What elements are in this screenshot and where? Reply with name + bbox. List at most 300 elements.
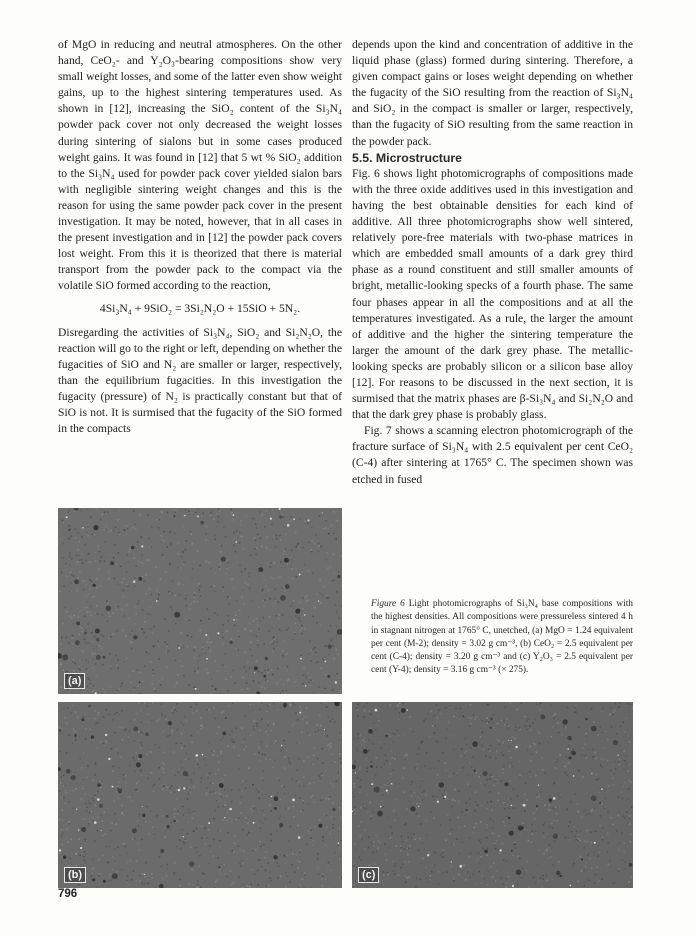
grain-speck [263,844,265,846]
grain-speck [385,843,387,845]
grain-speck [619,745,621,747]
grain-speck [592,757,594,759]
grain-speck [357,760,359,762]
grain-speck [445,770,447,772]
grain-speck [243,548,245,550]
grain-speck [81,527,83,529]
grain-speck [308,570,310,572]
grain-speck [619,702,621,704]
grain-speck [244,739,246,741]
grain-speck [352,761,354,763]
grain-speck [225,536,227,538]
grain-speck [69,556,71,558]
grain-speck [574,836,576,838]
grain-speck [546,880,548,882]
grain-speck [291,516,293,518]
grain-speck [486,884,488,886]
grain-speck [190,779,192,781]
grain-speck [145,636,147,638]
grain-speck [244,652,246,654]
grain-speck [553,718,555,720]
grain-speck [215,773,217,775]
grain-speck [287,563,289,565]
grain-speck [250,884,252,886]
grain-speck [73,790,75,792]
grain-speck [503,821,505,823]
grain-speck [61,572,63,574]
grain-speck [206,539,208,541]
grain-speck [77,532,79,534]
grain-speck [425,794,427,796]
grain-speck [256,725,258,727]
grain-speck [600,765,602,767]
bright-speck [142,806,143,807]
bright-speck [322,512,323,513]
grain-speck [584,885,586,887]
grain-speck [91,533,93,535]
grain-speck [87,877,89,879]
grain-speck [60,664,62,666]
grain-speck [61,857,63,859]
grain-speck [75,788,77,790]
grain-speck [316,593,318,595]
grain-speck [365,808,367,810]
grain-speck [283,526,285,528]
grain-speck [186,619,188,621]
grain-speck [171,785,173,787]
grain-speck [607,851,609,853]
grain-speck [81,767,83,769]
grain-speck [269,872,271,874]
grain-speck [197,550,199,552]
grain-speck [544,772,546,774]
grain-speck [150,628,152,630]
grain-speck [328,583,330,585]
grain-speck [470,786,472,788]
grain-speck [63,708,65,710]
grain-speck [599,788,601,790]
grain-speck [508,876,510,878]
grain-speck [330,870,332,872]
grain-speck [296,679,298,681]
grain-speck [166,789,168,791]
grain-speck [94,841,96,843]
grain-speck [588,749,590,751]
grain-speck [114,732,116,734]
grain-speck [467,784,469,786]
grain-speck [378,840,380,842]
grain-speck [497,782,499,784]
grain-speck [336,612,338,614]
grain-speck [435,740,437,742]
grain-speck [453,878,455,880]
grain-speck [330,743,332,745]
grain-speck [70,839,72,841]
grain-speck [261,866,263,868]
grain-speck [127,584,129,586]
grain-speck [357,716,359,718]
grain-speck [380,747,382,749]
grain-speck [258,671,260,673]
grain-speck [77,577,79,579]
grain-speck [65,790,67,792]
grain-speck [98,545,100,547]
grain-speck [420,823,422,825]
grain-speck [106,709,108,711]
grain-speck [590,842,592,844]
grain-speck [72,635,74,637]
grain-speck [118,786,120,788]
grain-speck [104,541,106,543]
bright-speck [305,685,307,687]
grain-speck [474,810,476,812]
grain-speck [627,885,629,887]
grain-speck [585,755,587,757]
grain-speck [519,774,521,776]
grain-speck [163,764,165,766]
grain-speck [74,528,76,530]
grain-speck [91,632,93,634]
grain-speck [496,751,498,753]
grain-speck [177,729,179,731]
grain-speck [434,725,436,727]
grain-speck [251,600,253,602]
grain-speck [167,787,169,789]
grain-speck [276,535,278,537]
grain-speck [130,682,132,684]
grain-speck [577,804,579,806]
grain-speck [475,823,477,825]
grain-speck [257,639,259,641]
grain-speck [79,758,81,760]
grain-speck [253,806,255,808]
grain-speck [340,762,342,764]
grain-speck [360,807,362,809]
grain-speck [339,847,341,849]
grain-speck [61,637,63,639]
grain-speck [379,842,381,844]
grain-speck [275,546,277,548]
grain-speck [209,819,211,821]
grain-speck [100,519,102,521]
grain-speck [94,653,96,655]
grain-speck [470,877,472,879]
grain-speck [613,711,615,713]
grain-speck [315,662,317,664]
grain-speck [140,771,142,773]
grain-speck [153,829,155,831]
grain-speck [274,598,276,600]
grain-speck [313,755,315,757]
grain-speck [285,872,287,874]
grain-speck [198,825,200,827]
grain-speck [162,789,164,791]
grain-speck [200,717,202,719]
grain-speck [222,780,224,782]
grain-speck [141,839,143,841]
dark-phase-particle [560,875,562,877]
grain-speck [510,798,512,800]
grain-speck [213,519,215,521]
grain-speck [264,670,266,672]
grain-speck [277,830,279,832]
grain-speck [446,793,448,795]
grain-speck [494,844,496,846]
grain-speck [412,731,414,733]
grain-speck [203,650,205,652]
grain-speck [302,802,304,804]
grain-speck [619,759,621,761]
grain-speck [515,726,517,728]
grain-speck [209,772,211,774]
grain-speck [591,708,593,710]
grain-speck [69,616,71,618]
grain-speck [217,879,219,881]
grain-speck [211,586,213,588]
grain-speck [185,509,187,511]
grain-speck [92,820,94,822]
grain-speck [420,803,422,805]
grain-speck [489,750,491,752]
grain-speck [323,518,325,520]
grain-speck [214,591,216,593]
grain-speck [426,820,428,822]
grain-speck [151,546,153,548]
dark-phase-particle [474,770,476,772]
grain-speck [325,520,327,522]
grain-speck [197,886,199,888]
grain-speck [114,544,116,546]
grain-speck [530,776,532,778]
grain-speck [318,686,320,688]
grain-speck [122,812,124,814]
grain-speck [519,729,521,731]
bright-speck [499,849,501,851]
grain-speck [155,665,157,667]
grain-speck [162,762,164,764]
grain-speck [78,668,80,670]
grain-speck [213,750,215,752]
grain-speck [322,774,324,776]
grain-speck [115,823,117,825]
grain-speck [623,722,625,724]
grain-speck [208,742,210,744]
grain-speck [354,867,356,869]
grain-speck [552,807,554,809]
grain-speck [442,752,444,754]
grain-speck [433,715,435,717]
dark-phase-particle [142,814,145,817]
grain-speck [278,779,280,781]
grain-speck [226,631,228,633]
grain-speck [107,603,109,605]
grain-speck [194,761,196,763]
grain-speck [231,578,233,580]
grain-speck [62,670,64,672]
grain-speck [495,848,497,850]
grain-speck [595,874,597,876]
grain-speck [174,685,176,687]
grain-speck [194,594,196,596]
grain-speck [386,760,388,762]
bright-speck [406,709,408,711]
grain-speck [429,875,431,877]
grain-speck [61,829,63,831]
grain-speck [340,758,342,760]
grain-speck [480,805,482,807]
grain-speck [262,590,264,592]
grain-speck [140,710,142,712]
grain-speck [83,589,85,591]
grain-speck [190,531,192,533]
grain-speck [154,838,156,840]
grain-speck [145,862,147,864]
grain-speck [330,639,332,641]
grain-speck [207,609,209,611]
grain-speck [227,820,229,822]
grain-speck [253,620,255,622]
grain-speck [383,871,385,873]
grain-speck [218,508,220,510]
grain-speck [565,837,567,839]
grain-speck [65,862,67,864]
grain-speck [480,856,482,858]
grain-speck [434,865,436,867]
grain-speck [279,629,281,631]
grain-speck [214,810,216,812]
grain-speck [86,601,88,603]
grain-speck [85,738,87,740]
grain-speck [213,839,215,841]
grain-speck [486,855,488,857]
grain-speck [353,809,355,811]
grain-speck [267,724,269,726]
dark-phase-particle [334,702,340,706]
grain-speck [341,801,343,803]
grain-speck [325,879,327,881]
grain-speck [451,806,453,808]
grain-speck [373,845,375,847]
grain-speck [607,812,609,814]
grain-speck [86,532,88,534]
grain-speck [260,831,262,833]
grain-speck [336,610,338,612]
grain-speck [73,728,75,730]
grain-speck [171,593,173,595]
grain-speck [594,852,596,854]
grain-speck [297,867,299,869]
grain-speck [158,659,160,661]
dark-phase-particle [368,729,373,734]
grain-speck [339,732,341,734]
grain-speck [287,875,289,877]
grain-speck [338,618,340,620]
grain-speck [287,680,289,682]
dark-phase-particle [258,567,263,572]
grain-speck [596,757,598,759]
grain-speck [297,713,299,715]
grain-speck [147,721,149,723]
grain-speck [244,715,246,717]
grain-speck [217,670,219,672]
grain-speck [385,754,387,756]
grain-speck [272,651,274,653]
grain-speck [275,600,277,602]
bright-speck [202,754,204,756]
grain-speck [73,670,75,672]
grain-speck [86,560,88,562]
bright-speck [195,688,197,690]
grain-speck [237,649,239,651]
grain-speck [70,572,72,574]
grain-speck [399,783,401,785]
grain-speck [321,799,323,801]
grain-speck [218,806,220,808]
grain-speck [71,609,73,611]
grain-speck [125,635,127,637]
grain-speck [536,703,538,705]
dark-phase-particle [81,827,86,832]
grain-speck [231,789,233,791]
grain-speck [571,831,573,833]
grain-speck [140,775,142,777]
grain-speck [201,653,203,655]
grain-speck [229,597,231,599]
grain-speck [115,609,117,611]
grain-speck [500,780,502,782]
grain-speck [509,766,511,768]
dark-phase-particle [363,749,368,754]
grain-speck [339,858,341,860]
dark-phase-particle [410,806,415,811]
grain-speck [63,785,65,787]
grain-speck [421,741,423,743]
grain-speck [206,673,208,675]
grain-speck [250,555,252,557]
grain-speck [558,875,560,877]
grain-speck [519,727,521,729]
grain-speck [277,792,279,794]
grain-speck [387,817,389,819]
grain-speck [145,774,147,776]
grain-speck [116,664,118,666]
grain-speck [277,709,279,711]
grain-speck [510,757,512,759]
grain-speck [145,535,147,537]
grain-speck [576,839,578,841]
grain-speck [303,675,305,677]
grain-speck [149,614,151,616]
grain-speck [117,667,119,669]
grain-speck [608,842,610,844]
grain-speck [234,625,236,627]
grain-speck [215,693,217,694]
grain-speck [257,644,259,646]
grain-speck [102,688,104,690]
grain-speck [361,859,363,861]
grain-speck [457,817,459,819]
grain-speck [219,869,221,871]
grain-speck [114,713,116,715]
grain-speck [379,742,381,744]
grain-speck [496,870,498,872]
grain-speck [413,834,415,836]
grain-speck [230,509,232,511]
grain-speck [294,705,296,707]
grain-speck [133,689,135,691]
grain-speck [280,540,282,542]
grain-speck [324,688,326,690]
